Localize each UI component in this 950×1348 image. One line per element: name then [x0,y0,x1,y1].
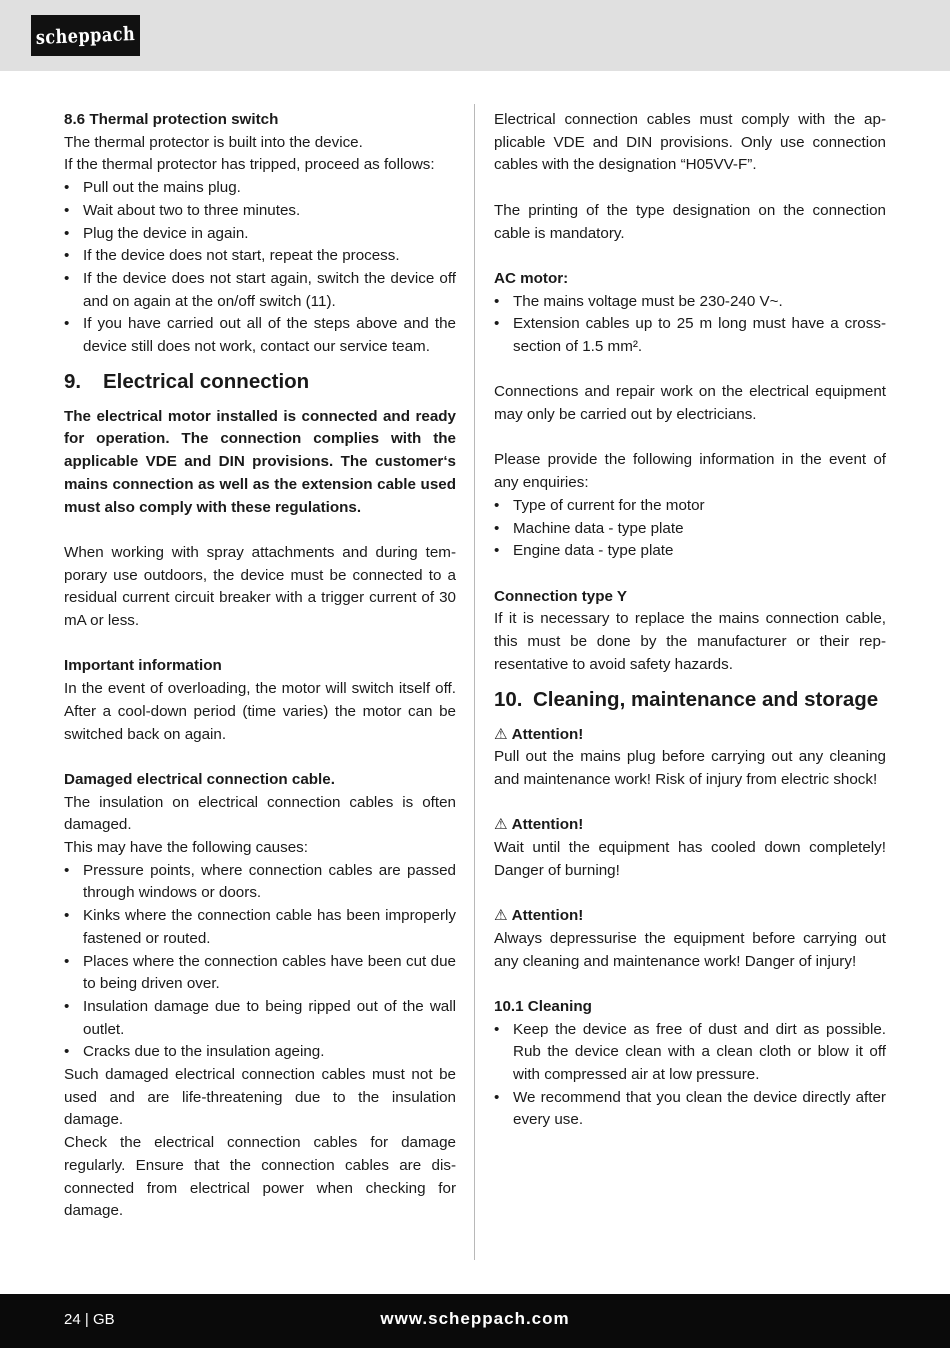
cleaning-list [494,1019,886,1133]
list-item: • Pressure points, where connection cables are passed through windows or doors. [64,860,456,905]
paragraph: Please provide the following information in the event of any enquiries: [494,451,886,492]
paragraph: In the event of overloading, the motor will switch itself off. After a cool-down period (time varies) the motor can be switched back on again. [64,680,456,743]
brand-logo [31,15,140,56]
brand-logo-text: scheppach [35,22,136,49]
list-item: • Kinks where the connection cable has been improperly fastened or routed. [64,905,456,950]
language-code: GB [92,1311,115,1328]
section-title: Electrical connection [103,369,310,393]
warning-triangle-icon: ⚠ [494,725,508,743]
warning-triangle-icon: ⚠ [494,816,508,834]
paragraph: Such damaged electrical connection cables must not be used and are life-threatening due to the insulation damage. [64,1066,456,1129]
website-link[interactable]: www.scheppach.com [380,1309,570,1328]
paragraph: Pull out the mains plug before carrying out any cleaning and maintenance work! Risk of injury from electric shock! [494,748,886,788]
separator: | [84,1311,89,1328]
damage-causes-list [64,860,456,1064]
paragraph: The printing of the type designation on the connection cable is mandatory. [494,201,886,242]
paragraph: The insulation on electrical connection cables is often damaged. [64,793,456,834]
list-item: • If you have carried out all of the steps above and the device still does not work, contact our service team. [64,313,456,358]
attention-heading: ⚠ Attention! [494,907,584,925]
column-divider [474,104,475,1260]
paragraph: Electrical connection cables must comply with the applicable VDE and DIN provisions. Only use connection cables with the designation “H05VV-F”. [494,111,886,174]
section-8-6-heading: 8.6 Thermal protection switch [64,111,279,128]
intro-bold-paragraph: The electrical motor installed is connected and ready for operation. The connection complies with the applicable VDE and DIN provisions. The customer‘s mains connection as well as the extension cable used must also comply with these regulations. [64,407,456,516]
important-info-heading: Important information [64,657,222,675]
list-item: • Pull out the mains plug. [64,177,456,200]
thermal-steps-list [64,177,456,359]
paragraph: Check the electrical connection cables for damage regularly. Ensure that the connection cables are disconnected from electrical power when checking for damage. [64,1134,456,1220]
enquiry-list [494,495,886,563]
list-item: • The mains voltage must be 230-240 V~. [494,291,886,314]
page-header [0,0,950,71]
page-footer [0,1294,950,1348]
page-number: 24 [64,1311,81,1328]
paragraph: Always depressurise the equipment before carrying out any cleaning and maintenance work! Danger of injury! [494,929,886,970]
list-item: • If the device does not start, repeat the process. [64,245,456,268]
section-9-heading [64,368,456,396]
attention-heading: ⚠ Attention! [494,725,584,743]
warning-triangle-icon: ⚠ [494,907,508,925]
paragraph: If the thermal protector has tripped, proceed as follows: [64,156,435,174]
list-item: • If the device does not start again, switch the device off and on again at the on/off switch (11). [64,268,456,313]
paragraph: When working with spray attachments and during temporary use outdoors, the device must be connected to a residual current circuit breaker with a trigger current of 30 mA or less. [64,543,456,630]
list-item: • Places where the connection cables have been cut due to being driven over. [64,951,456,996]
damaged-cable-heading: Damaged electrical connection cable. [64,770,335,788]
paragraph: If it is necessary to replace the mains connection cable, this must be done by the manufacturer or their representative to avoid safety hazards. [494,610,886,673]
list-item: • Insulation damage due to being ripped out of the wall outlet. [64,996,456,1041]
ac-motor-list [494,291,886,359]
paragraph: The thermal protector is built into the device. [64,133,363,151]
section-number: 10. [494,687,523,711]
list-item: • Cracks due to the insulation ageing. [64,1041,456,1064]
list-item: • Wait about two to three minutes. [64,200,456,223]
list-item: • Extension cables up to 25 m long must have a cross-section of 1.5 mm². [494,313,886,358]
list-item: • Type of current for the motor [494,495,886,518]
list-item: • Machine data - type plate [494,518,886,541]
paragraph: Connections and repair work on the electrical equipment may only be carried out by electricians. [494,383,886,424]
list-item: • Engine data - type plate [494,540,886,563]
section-10-heading [494,686,886,714]
section-title: Cleaning, maintenance and storage [533,687,879,711]
list-item: • We recommend that you clean the device directly after every use. [494,1087,886,1132]
section-10-1-heading: 10.1 Cleaning [494,997,592,1015]
paragraph: Wait until the equipment has cooled down completely! Danger of burning! [494,839,886,879]
list-item: • Plug the device in again. [64,223,456,246]
ac-motor-heading: AC motor: [494,269,569,287]
left-column [64,109,456,1223]
attention-heading: ⚠ Attention! [494,816,584,834]
right-column [494,109,886,1132]
list-item: • Keep the device as free of dust and dirt as possible. Rub the device clean with a clean cloth or blow it off with compressed air at low pressure. [494,1019,886,1087]
connection-type-y-heading: Connection type Y [494,587,628,605]
section-number: 9. [64,369,82,393]
paragraph: This may have the following causes: [64,839,308,857]
